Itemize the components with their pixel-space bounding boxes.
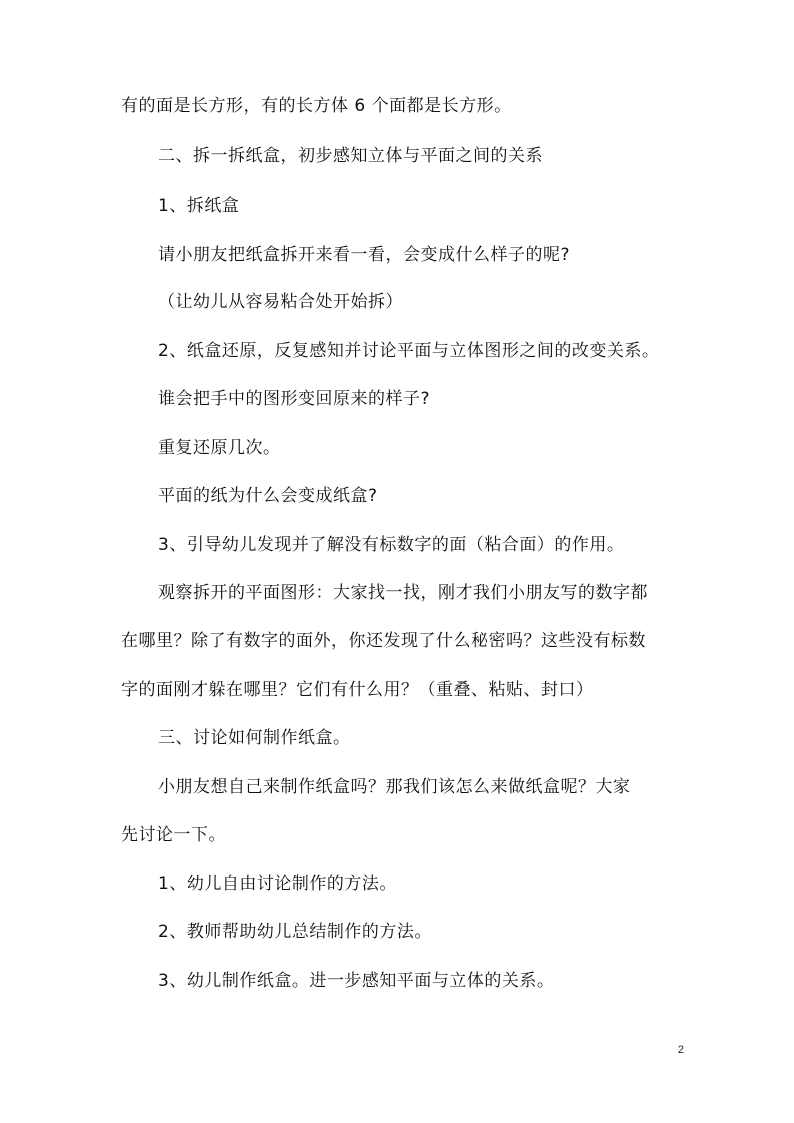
- paragraph-line: （让幼儿从容易粘合处开始拆）: [158, 292, 403, 312]
- step-heading: 2、教师帮助幼儿总结制作的方法。: [158, 922, 432, 942]
- paragraph-line: 请小朋友把纸盒拆开来看一看，会变成什么样子的呢?: [158, 245, 571, 265]
- paragraph-line: 有的面是长方形，有的长方体 6 个面都是长方形。: [121, 96, 512, 116]
- paragraph-line: 在哪里？除了有数字的面外，你还发现了什么秘密吗？这些没有标数: [121, 631, 646, 651]
- section-heading: 二、拆一拆纸盒，初步感知立体与平面之间的关系: [158, 146, 543, 166]
- step-heading: 3、引导幼儿发现并了解没有标数字的面（粘合面）的作用。: [158, 535, 625, 555]
- step-heading: 2、纸盒还原，反复感知并讨论平面与立体图形之间的改变关系。: [158, 341, 660, 361]
- paragraph-line: 字的面刚才躲在哪里？它们有什么用？（重叠、粘贴、封口）: [121, 680, 594, 700]
- step-heading: 1、幼儿自由讨论制作的方法。: [158, 874, 397, 894]
- paragraph-line: 先讨论一下。: [121, 825, 226, 845]
- section-heading: 三、讨论如何制作纸盒。: [158, 728, 351, 748]
- step-heading: 3、幼儿制作纸盒。进一步感知平面与立体的关系。: [158, 971, 555, 991]
- paragraph-line: 谁会把手中的图形变回原来的样子?: [158, 389, 431, 409]
- step-heading: 1、拆纸盒: [158, 196, 240, 216]
- paragraph-line: 平面的纸为什么会变成纸盒?: [158, 486, 378, 506]
- paragraph-line: 重复还原几次。: [158, 438, 281, 458]
- paragraph-line: 观察拆开的平面图形：大家找一找，刚才我们小朋友写的数字都: [158, 583, 648, 603]
- page-number: 2: [677, 1044, 684, 1056]
- paragraph-line: 小朋友想自己来制作纸盒吗？那我们该怎么来做纸盒呢？大家: [158, 777, 631, 797]
